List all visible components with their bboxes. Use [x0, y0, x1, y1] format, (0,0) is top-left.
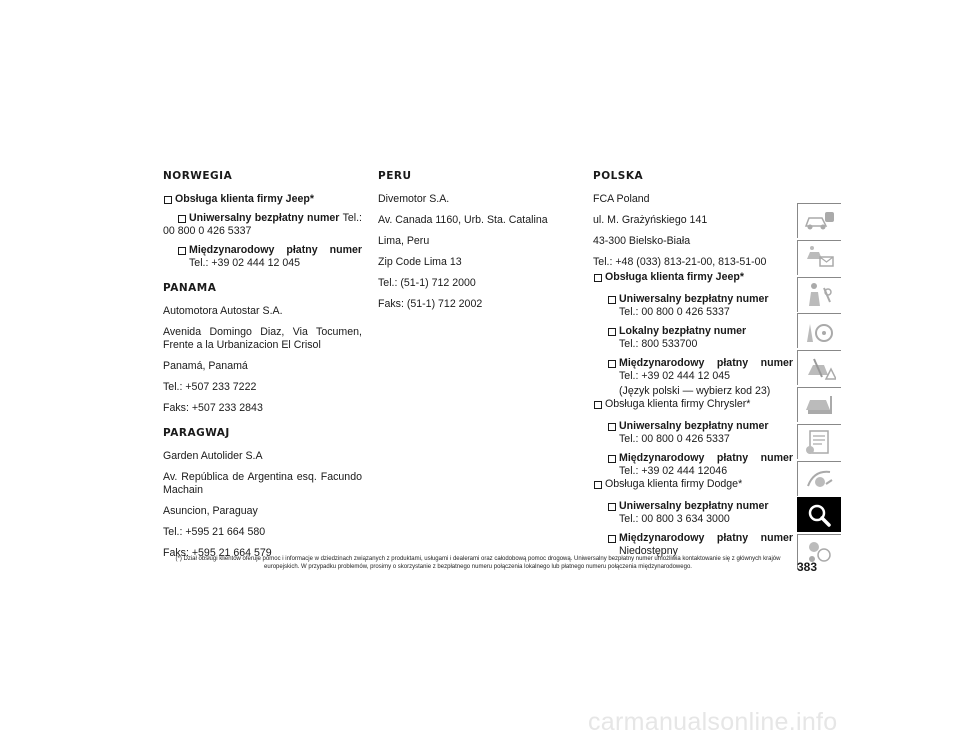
- tab-multimedia[interactable]: [797, 461, 841, 496]
- footnote: (*) Dział obsługi klientów oferuje pomoc i informacje w dziedzinach związanych z produktami, usługami i dealerami oraz całodobową pomoc drogową. Uniwersalny bezpłatny numer umożliwia kontaktowanie się z głównych krajów europejskich. W przypadku problemów, prosimy o skorzystanie z bezpłatnego numeru połączenia lokalnego lub płatnego numeru połączenia międzynarodowego.: [175, 556, 781, 570]
- page-number: 383: [797, 560, 818, 574]
- checkbox-bullet-icon: [164, 196, 172, 204]
- column-left: [163, 170, 362, 568]
- section-title-polska: POLSKA: [593, 170, 644, 182]
- checkbox-bullet-icon: [594, 401, 602, 409]
- checkbox-bullet-icon: [608, 328, 616, 336]
- warning-triangle-icon: [804, 355, 836, 381]
- checkbox-bullet-icon: [594, 274, 602, 282]
- column-middle: [378, 170, 578, 319]
- address-line: Automotora Autostar S.A.: [163, 305, 283, 317]
- list-item: Międzynarodowy płatny numer Tel.: +39 02 444 12046: [593, 452, 793, 478]
- checkbox-bullet-icon: [608, 503, 616, 511]
- specifications-icon: [804, 429, 836, 455]
- checkbox-bullet-icon: [608, 360, 616, 368]
- address-line: Avenida Domingo Diaz, Via Tocumen, Frente a la Urbanizacion El Crisol: [163, 326, 362, 351]
- checkbox-bullet-icon: [608, 455, 616, 463]
- list-item: Obsługa klienta firmy Jeep*: [593, 271, 793, 284]
- address-line: Garden Autolider S.A: [163, 450, 263, 462]
- multimedia-icon: [804, 466, 836, 492]
- checkbox-bullet-icon: [178, 215, 186, 223]
- list-item: Uniwersalny bezpłatny numer Tel.: 00 800 0 426 5337: [593, 293, 793, 319]
- address-line: ul. M. Grażyńskiego 141: [593, 214, 708, 226]
- column-right: [593, 170, 793, 558]
- phone-line: Tel.: +48 (033) 813-21-00, 813-51-00: [593, 256, 767, 268]
- fax-line: Faks: (51-1) 712 2002: [378, 298, 483, 310]
- tab-messages[interactable]: [797, 240, 841, 275]
- phone-line: Tel.: (51-1) 712 2000: [378, 277, 476, 289]
- list-item: Lokalny bezpłatny numer Tel.: 800 533700: [593, 325, 793, 351]
- tab-specs[interactable]: [797, 424, 841, 459]
- address-line: Panamá, Panamá: [163, 360, 248, 372]
- section-title-panama: PANAMA: [163, 282, 217, 294]
- tab-dashboard[interactable]: [797, 203, 841, 238]
- dashboard-info-icon: [804, 208, 836, 234]
- fax-line: Faks: +595 21 664 579: [163, 547, 272, 559]
- address-line: FCA Poland: [593, 193, 650, 205]
- watermark: carmanualsonline.info: [588, 708, 838, 736]
- address-line: Asuncion, Paraguay: [163, 505, 258, 517]
- car-message-icon: [804, 245, 836, 271]
- checkbox-bullet-icon: [608, 296, 616, 304]
- list-item: Obsługa klienta firmy Dodge*: [593, 478, 793, 491]
- phone-line: Tel.: +507 233 7222: [163, 381, 257, 393]
- seatbelt-safety-icon: [804, 282, 836, 308]
- car-service-icon: [804, 392, 836, 418]
- address-line: Zip Code Lima 13: [378, 256, 462, 268]
- tab-emergency[interactable]: [797, 350, 841, 385]
- list-item: Uniwersalny bezpłatny numer Tel.: 00 800 0 426 5337: [593, 420, 793, 446]
- checkbox-bullet-icon: [178, 247, 186, 255]
- tab-driving[interactable]: [797, 313, 841, 348]
- address-line: Av. República de Argentina esq. Facundo Machain: [163, 471, 362, 496]
- tab-service[interactable]: [797, 387, 841, 422]
- list-item: Międzynarodowy płatny numer Tel.: +39 02 444 12 045: [163, 244, 362, 270]
- phone-number: 00 800 0 426 5337: [163, 225, 252, 237]
- list-item: Uniwersalny bezpłatny numer Tel.:: [163, 212, 362, 225]
- list-item: Międzynarodowy płatny numer Tel.: +39 02 444 12 045: [593, 357, 793, 383]
- address-line: Divemotor S.A.: [378, 193, 450, 205]
- list-item: Obsługa klienta firmy Chrysler*: [593, 398, 793, 411]
- list-item: Obsługa klienta firmy Jeep*: [163, 193, 362, 206]
- tab-index[interactable]: [797, 497, 841, 532]
- section-title-peru: PERU: [378, 170, 412, 182]
- checkbox-bullet-icon: [608, 423, 616, 431]
- address-line: 43-300 Bielsko-Biała: [593, 235, 691, 247]
- language-note: (Język polski — wybierz kod 23): [619, 385, 771, 397]
- phone-line: Tel.: +595 21 664 580: [163, 526, 266, 538]
- fax-line: Faks: +507 233 2843: [163, 402, 263, 414]
- chapter-tabs: [797, 203, 841, 571]
- list-item: Międzynarodowy płatny numer Niedostępny: [593, 532, 793, 558]
- search-magnifier-icon: [804, 502, 836, 528]
- address-line: Lima, Peru: [378, 235, 430, 247]
- list-item: Uniwersalny bezpłatny numer Tel.: 00 800 3 634 3000: [593, 500, 793, 526]
- checkbox-bullet-icon: [608, 535, 616, 543]
- tab-safety[interactable]: [797, 277, 841, 312]
- steering-wheel-icon: [804, 318, 836, 344]
- checkbox-bullet-icon: [594, 481, 602, 489]
- address-line: Av. Canada 1160, Urb. Sta. Catalina: [378, 214, 548, 226]
- section-title-norwegia: NORWEGIA: [163, 170, 233, 182]
- section-title-paragwaj: PARAGWAJ: [163, 427, 230, 439]
